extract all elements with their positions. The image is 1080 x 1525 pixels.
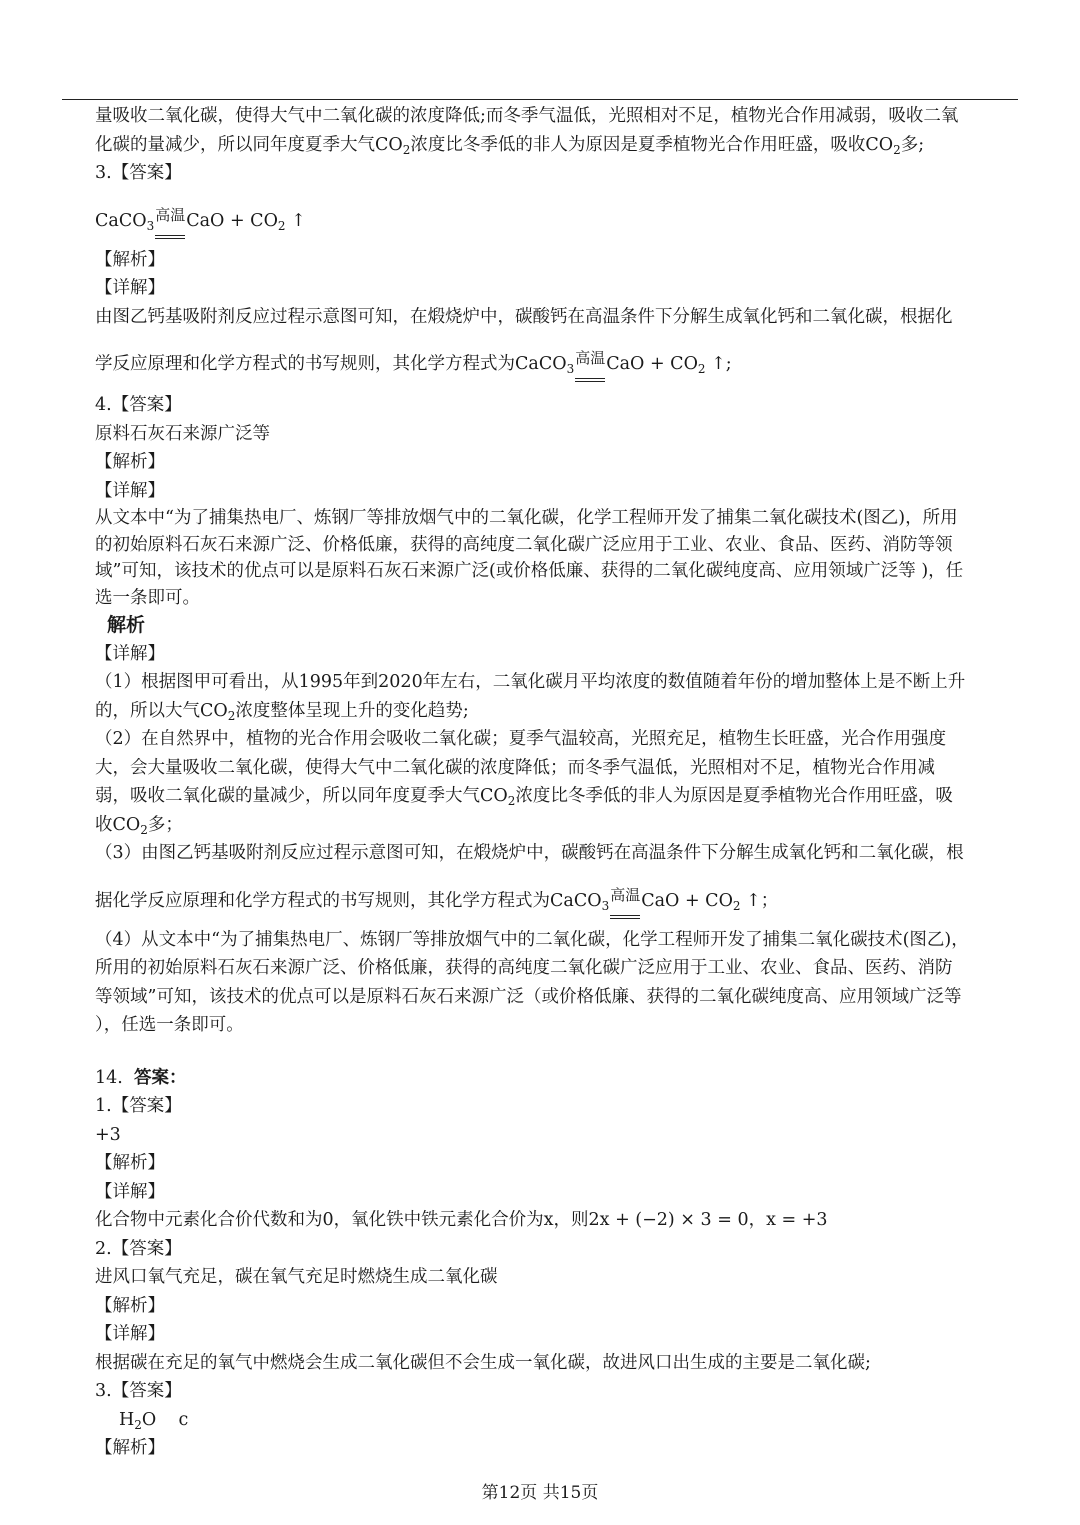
page-content (95, 102, 1040, 1463)
text-line: 量吸收二氧化碳，使得大气中二氧化碳的浓度降低;而冬季气温低，光照相对不足，植物光合作用减弱，吸收二氧 (95, 106, 959, 126)
text-line: （2）在自然界中，植物的光合作用会吸收二氧化碳；夏季气温较高，光照充足，植物生长旺盛，光合作用强度 (95, 729, 947, 749)
text-line: 根据碳在充足的氧气中燃烧会生成二氧化碳但不会生成一氧化碳，故进风口出生成的主要是二氧化碳; (95, 1352, 871, 1373)
text-line: 化合物中元素化合价代数和为0，氧化铁中铁元素化合价为x，则2x + (−2) × 3 = 0，x = +3 (95, 1210, 828, 1230)
detail-label: 【详解】 (95, 643, 165, 664)
text-line: 所用的初始原料石灰石来源广泛、价格低廉，获得的高纯度二氧化碳广泛应用于工业、农业、食品、医药、消防 (95, 958, 953, 978)
page-footer: 第12页 共15页 (481, 1483, 599, 1503)
analysis-label: 【解析】 (95, 1153, 165, 1173)
text-line: （4）从文本中“为了捕集热电厂、炼钢厂等排放烟气中的二氧化碳，化学工程师开发了捕集二氧化碳技术(图乙)， (95, 929, 969, 950)
text-line: 学反应原理和化学方程式的书写规则，其化学方程式为CaCO$_3$高温CaO + $CO_2$ ↑; (95, 341, 1040, 381)
text-line: 弱，吸收二氧化碳的量减少，所以同年度夏季大气$CO_2$浓度比冬季低的非人为原因是夏季植物光合作用旺盛，吸 (95, 786, 953, 808)
question-heading: 14. 答案： (95, 1067, 187, 1088)
detail-label: 【详解】 (95, 278, 165, 298)
answer-label: 3.【答案】 (95, 163, 182, 183)
text-line: 从文本中“为了捕集热电厂、炼钢厂等排放烟气中的二氧化碳，化学工程师开发了捕集二氧化碳技术(图乙)，所用 (95, 508, 958, 528)
answer-text: 进风口氧气充足，碳在氧气充足时燃烧生成二氧化碳 (95, 1267, 498, 1287)
analysis-label: 【解析】 (95, 1438, 165, 1458)
answer-text: +3 (95, 1124, 121, 1145)
text-line: 选一条即可。 (95, 587, 200, 608)
chemical-equation: CaCO$_3$高温CaO + $CO_2$ ↑ (95, 198, 1040, 238)
detail-label: 【详解】 (95, 480, 165, 501)
answer-label: 4.【答案】 (95, 395, 182, 415)
header-rule (62, 99, 1018, 100)
text-line: 等领域”可知，该技术的优点可以是原料石灰石来源广泛（或价格低廉、获得的二氧化碳纯度高、应用领域广泛等 (95, 986, 962, 1007)
answer-label: 2.【答案】 (95, 1238, 182, 1259)
reaction-condition: 高温 (155, 198, 185, 236)
section-heading: 解析 (107, 614, 146, 636)
answer-label: 3.【答案】 (95, 1381, 182, 1401)
answer-text: $H_2O$ c (119, 1409, 189, 1432)
analysis-label: 【解析】 (95, 452, 165, 472)
text-line: （3）由图乙钙基吸附剂反应过程示意图可知，在煅烧炉中，碳酸钙在高温条件下分解生成氧化钙和二氧化碳，根 (95, 843, 964, 863)
text-line: 化碳的量减少，所以同年度夏季大气$CO_2$浓度比冬季低的非人为原因是夏季植物光合作用旺盛，吸收$CO_2$多; (95, 134, 925, 157)
analysis-label: 【解析】 (95, 1295, 165, 1316)
text-line: 大，会大量吸收二氧化碳，使得大气中二氧化碳的浓度降低；而冬季气温低，光照相对不足，植物光合作用减 (95, 757, 935, 778)
detail-label: 【详解】 (95, 1181, 165, 1202)
text-line: 由图乙钙基吸附剂反应过程示意图可知，在煅烧炉中，碳酸钙在高温条件下分解生成氧化钙和二氧化碳，根据化 (95, 306, 953, 327)
text-line: 的，所以大气$CO_2$浓度整体呈现上升的变化趋势; (95, 700, 469, 723)
text-line: 据化学反应原理和化学方程式的书写规则，其化学方程式为CaCO$_3$高温CaO + $CO_2$ ↑； (95, 878, 1040, 918)
answer-label: 1.【答案】 (95, 1096, 182, 1116)
text-line: ），任选一条即可。 (95, 1015, 244, 1035)
answer-text: 原料石灰石来源广泛等 (95, 423, 270, 444)
text-line: 收$CO_2$多； (95, 814, 183, 837)
reaction-condition: 高温 (610, 878, 640, 916)
text-line: 域”可知，该技术的优点可以是原料石灰石来源广泛(或价格低廉、获得的二氧化碳纯度高、应用领域广泛等 )，任 (95, 561, 964, 581)
reaction-condition: 高温 (575, 341, 605, 379)
analysis-label: 【解析】 (95, 249, 165, 270)
text-line: 的初始原料石灰石来源广泛、价格低廉，获得的高纯度二氧化碳广泛应用于工业、农业、食品、医药、消防等领 (95, 534, 953, 555)
text-line: （1）根据图甲可看出，从1995年到2020年左右，二氧化碳月平均浓度的数值随着年份的增加整体上是不断上升 (95, 672, 966, 692)
detail-label: 【详解】 (95, 1324, 165, 1344)
